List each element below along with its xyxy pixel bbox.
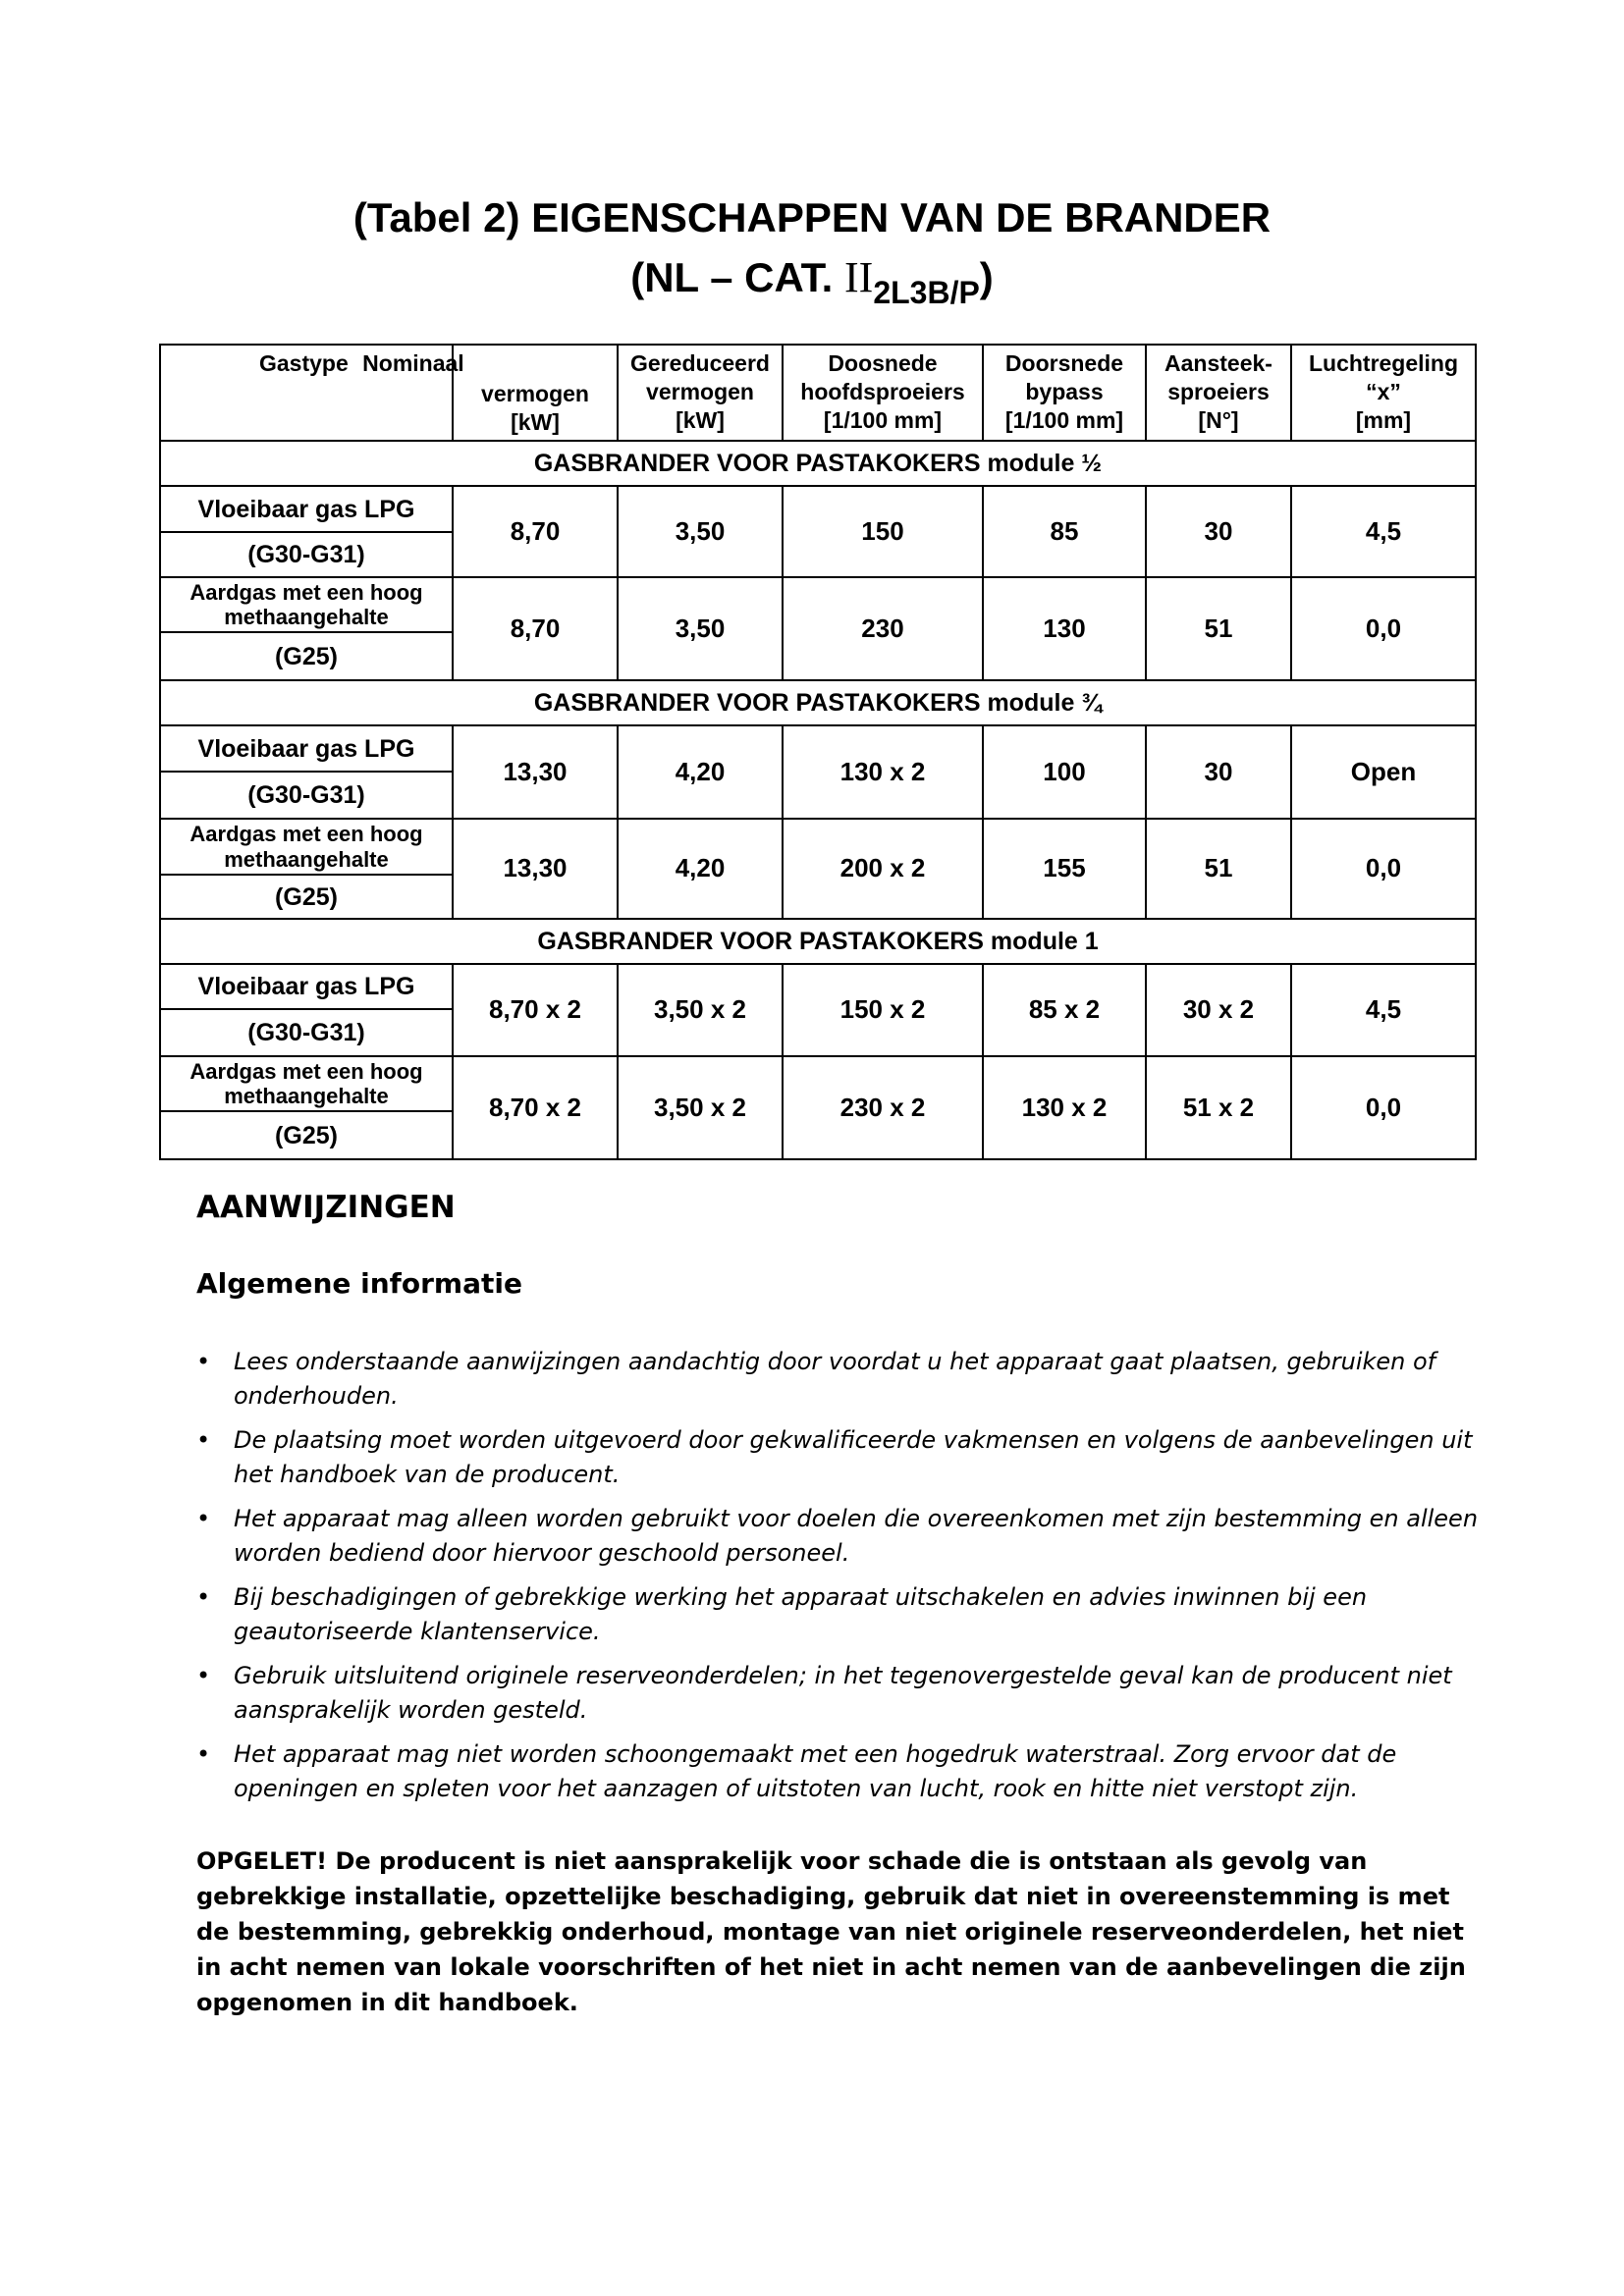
cell-lpg-nominal-power: 13,30 xyxy=(453,725,618,819)
cell-ng-main-nozzle: 230 x 2 xyxy=(783,1056,983,1159)
cell-ng-main-nozzle: 230 xyxy=(783,577,983,680)
cell-ng-reduced-power: 3,50 x 2 xyxy=(618,1056,783,1159)
cell-ng-reduced-power: 4,20 xyxy=(618,819,783,919)
header-gastype: Gastype Nominaal xyxy=(160,345,453,441)
gas-label-natural-gas: Aardgas met een hoog methaangehalte xyxy=(160,577,453,632)
table-row xyxy=(160,486,1476,532)
cell-ng-air-regulation: 0,0 xyxy=(1291,577,1476,680)
section-title: GASBRANDER VOOR PASTAKOKERS module ¾ xyxy=(160,680,1476,725)
cell-ng-nominal-power: 8,70 x 2 xyxy=(453,1056,618,1159)
cell-ng-nominal-power: 8,70 xyxy=(453,577,618,680)
instruction-list xyxy=(196,1345,1483,1816)
instructions-heading: AANWIJZINGEN xyxy=(196,1190,456,1225)
table-header-row xyxy=(160,345,1476,441)
cell-lpg-nominal-power: 8,70 x 2 xyxy=(453,964,618,1056)
cell-lpg-main-nozzle: 150 xyxy=(783,486,983,577)
gas-label-lpg: Vloeibaar gas LPG xyxy=(160,486,453,532)
table-row xyxy=(160,577,1476,632)
list-item-text: Het apparaat mag niet worden schoongemaakt met een hogedruk waterstraal. Zorg ervoor dat de openingen en spleten voor het aanzagen of uitstoten van lucht, rook en hitte niet verstopt zijn. xyxy=(234,1740,1397,1802)
header-nominal-power: vermogen [kW] xyxy=(453,345,618,441)
gas-label-lpg: Vloeibaar gas LPG xyxy=(160,725,453,772)
header-main-nozzle: Doosnede hoofdsproeiers [1/100 mm] xyxy=(783,345,983,441)
section-title: GASBRANDER VOOR PASTAKOKERS module ½ xyxy=(160,441,1476,486)
gas-code-lpg: (G30-G31) xyxy=(160,772,453,819)
cell-ng-main-nozzle: 200 x 2 xyxy=(783,819,983,919)
list-item-text: De plaatsing moet worden uitgevoerd door gekwalificeerde vakmensen en volgens de aanbevelingen uit het handboek van de producent. xyxy=(234,1426,1473,1488)
section-title: GASBRANDER VOOR PASTAKOKERS module 1 xyxy=(160,919,1476,964)
bullet-icon: • xyxy=(196,1583,211,1611)
gas-code-natural-gas: (G25) xyxy=(160,632,453,680)
gas-label-natural-gas: Aardgas met een hoog methaangehalte xyxy=(160,819,453,875)
cell-lpg-reduced-power: 3,50 xyxy=(618,486,783,577)
cell-lpg-bypass: 85 xyxy=(983,486,1146,577)
list-item xyxy=(196,1659,1483,1728)
gas-code-lpg: (G30-G31) xyxy=(160,1009,453,1056)
table-row xyxy=(160,819,1476,875)
subtitle-subscript: 2L3B/P xyxy=(873,275,980,310)
list-item xyxy=(196,1502,1483,1571)
section-row xyxy=(160,680,1476,725)
table-row xyxy=(160,1056,1476,1111)
page-subtitle xyxy=(0,252,1624,310)
gas-code-lpg: (G30-G31) xyxy=(160,532,453,577)
cell-ng-air-regulation: 0,0 xyxy=(1291,1056,1476,1159)
bullet-icon: • xyxy=(196,1662,211,1689)
bullet-icon: • xyxy=(196,1348,211,1375)
cell-ng-bypass: 155 xyxy=(983,819,1146,919)
list-item xyxy=(196,1345,1483,1414)
header-reduced-power: Gereduceerd vermogen [kW] xyxy=(618,345,783,441)
cell-lpg-main-nozzle: 130 x 2 xyxy=(783,725,983,819)
table-row xyxy=(160,964,1476,1009)
header-pilot-nozzle: Aansteek- sproeiers [N°] xyxy=(1146,345,1291,441)
cell-lpg-air-regulation: 4,5 xyxy=(1291,964,1476,1056)
cell-ng-nominal-power: 13,30 xyxy=(453,819,618,919)
cell-lpg-bypass: 100 xyxy=(983,725,1146,819)
gas-label-natural-gas: Aardgas met een hoog methaangehalte xyxy=(160,1056,453,1111)
cell-ng-pilot-nozzle: 51 x 2 xyxy=(1146,1056,1291,1159)
cell-lpg-reduced-power: 3,50 x 2 xyxy=(618,964,783,1056)
cell-ng-bypass: 130 x 2 xyxy=(983,1056,1146,1159)
cell-lpg-pilot-nozzle: 30 xyxy=(1146,725,1291,819)
list-item-text: Lees onderstaande aanwijzingen aandachtig door voordat u het apparaat gaat plaatsen, gebruiken of onderhouden. xyxy=(234,1348,1436,1410)
cell-ng-pilot-nozzle: 51 xyxy=(1146,819,1291,919)
warning-paragraph: OPGELET! De producent is niet aansprakelijk voor schade die is ontstaan als gevolg van gebrekkige installatie, opzettelijke beschadiging, gebruik dat niet in overeenstemming is met de bestemming, gebrekkig onderhoud, montage van niet originele reserveonderdelen, het niet in acht nemen van lokale voorschriften of het niet in acht nemen van de aanbevelingen die zijn opgenomen in dit handboek. xyxy=(196,1847,1466,2016)
list-item xyxy=(196,1580,1483,1649)
bullet-icon: • xyxy=(196,1505,211,1532)
cell-lpg-bypass: 85 x 2 xyxy=(983,964,1146,1056)
subtitle-prefix: (NL – CAT. xyxy=(630,254,844,300)
gas-code-natural-gas: (G25) xyxy=(160,1111,453,1159)
cell-ng-reduced-power: 3,50 xyxy=(618,577,783,680)
header-air-regulation: Luchtregeling “x” [mm] xyxy=(1291,345,1476,441)
bullet-icon: • xyxy=(196,1740,211,1768)
cell-ng-bypass: 130 xyxy=(983,577,1146,680)
burner-properties-table xyxy=(159,344,1477,1160)
cell-ng-pilot-nozzle: 51 xyxy=(1146,577,1291,680)
list-item xyxy=(196,1423,1483,1492)
cell-lpg-nominal-power: 8,70 xyxy=(453,486,618,577)
subtitle-roman: II xyxy=(844,253,874,301)
cell-lpg-pilot-nozzle: 30 xyxy=(1146,486,1291,577)
gas-label-lpg: Vloeibaar gas LPG xyxy=(160,964,453,1009)
cell-lpg-air-regulation: 4,5 xyxy=(1291,486,1476,577)
page-title: (Tabel 2) EIGENSCHAPPEN VAN DE BRANDER xyxy=(352,194,1272,240)
table-row xyxy=(160,725,1476,772)
cell-lpg-air-regulation: Open xyxy=(1291,725,1476,819)
list-item-text: Het apparaat mag alleen worden gebruikt voor doelen die overeenkomen met zijn bestemming en alleen worden bediend door hiervoor geschoold personeel. xyxy=(234,1505,1479,1567)
cell-lpg-main-nozzle: 150 x 2 xyxy=(783,964,983,1056)
subtitle-suffix: ) xyxy=(979,254,994,300)
section-row xyxy=(160,919,1476,964)
general-info-heading: Algemene informatie xyxy=(196,1267,522,1300)
gas-code-natural-gas: (G25) xyxy=(160,875,453,919)
section-row xyxy=(160,441,1476,486)
cell-ng-air-regulation: 0,0 xyxy=(1291,819,1476,919)
header-bypass: Doorsnede bypass [1/100 mm] xyxy=(983,345,1146,441)
bullet-icon: • xyxy=(196,1426,211,1454)
list-item xyxy=(196,1737,1483,1806)
cell-lpg-reduced-power: 4,20 xyxy=(618,725,783,819)
list-item-text: Bij beschadigingen of gebrekkige werking het apparaat uitschakelen en advies inwinnen bij een geautoriseerde klantenservice. xyxy=(234,1583,1368,1645)
cell-lpg-pilot-nozzle: 30 x 2 xyxy=(1146,964,1291,1056)
list-item-text: Gebruik uitsluitend originele reserveonderdelen; in het tegenovergestelde geval kan de producent niet aansprakelijk worden gesteld. xyxy=(234,1662,1452,1724)
